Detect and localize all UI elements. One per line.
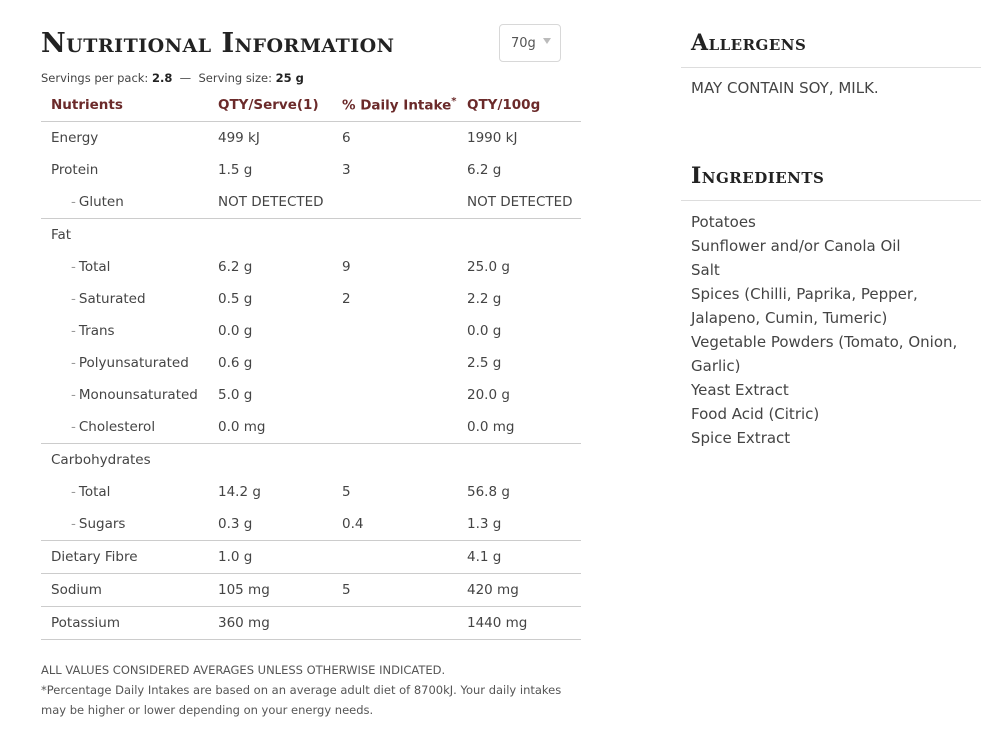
daily-intake: 9 <box>342 259 351 275</box>
serving-info <box>41 71 304 85</box>
qty-100g: 1990 kJ <box>467 129 518 146</box>
table-row <box>41 443 581 476</box>
daily-intake-asterisk: * <box>451 96 457 107</box>
nutrient-sub-name <box>41 508 208 540</box>
table-row <box>41 154 581 186</box>
servings-per-pack-value: 2.8 <box>151 71 173 85</box>
qty-serve: 5.0 g <box>218 387 253 403</box>
list-item: Spice Extract <box>691 429 791 447</box>
nutrient-name: Total <box>78 484 111 500</box>
ingredients-title: Ingredients <box>691 163 825 189</box>
table-row <box>41 476 581 508</box>
list-item: Salt <box>691 261 720 279</box>
daily-intake <box>332 443 457 476</box>
list-item: Sunflower and/or Canola Oil <box>691 237 901 255</box>
daily-intake <box>332 379 457 411</box>
col-header-qty-serve: QTY/Serve(1) <box>208 89 332 121</box>
table-row <box>41 283 581 315</box>
qty-100g: 1.3 g <box>457 508 581 540</box>
nutrition-table <box>41 89 581 640</box>
table-row <box>41 347 581 379</box>
list-item: Potatoes <box>691 213 756 231</box>
averages-note: ALL VALUES CONSIDERED AVERAGES UNLESS OTHERWISE INDICATED. <box>41 663 446 677</box>
ingredients-divider <box>681 200 981 201</box>
nutrient-name: Gluten <box>78 193 124 210</box>
table-row <box>41 379 581 411</box>
qty-serve: 0.5 g <box>218 291 253 307</box>
sub-dash: - <box>71 515 76 532</box>
nutrient-name: Total <box>78 259 111 275</box>
table-row <box>41 540 581 573</box>
list-item: Yeast Extract <box>691 381 789 399</box>
qty-serve: 105 mg <box>208 573 332 606</box>
daily-intake <box>332 186 457 218</box>
qty-100g: 2.5 g <box>467 355 502 371</box>
daily-intake <box>332 347 457 379</box>
allergens-text: MAY CONTAIN SOY, MILK. <box>691 79 879 97</box>
nutrient-name: Energy <box>51 129 99 146</box>
daily-intake <box>332 606 457 639</box>
table-row <box>41 218 581 251</box>
nutrient-sub-name <box>41 476 208 508</box>
daily-intake: 3 <box>342 162 351 178</box>
nutrient-name: Saturated <box>78 291 146 307</box>
serving-separator: — <box>179 71 192 85</box>
nutrition-title: Nutritional Information <box>41 28 395 59</box>
servings-per-pack-label: Servings per pack: <box>41 71 149 85</box>
nutrient-name: Dietary Fibre <box>41 540 208 573</box>
list-item: Food Acid (Citric) <box>691 405 820 423</box>
daily-intake: 0.4 <box>332 508 457 540</box>
sub-dash: - <box>71 418 76 435</box>
table-row <box>41 573 581 606</box>
qty-100g: 20.0 g <box>467 387 510 403</box>
sub-dash: - <box>71 193 76 210</box>
qty-serve <box>208 218 332 251</box>
qty-100g: 0.0 g <box>467 323 502 339</box>
qty-serve: NOT DETECTED <box>208 186 332 218</box>
qty-100g: 1440 mg <box>457 606 581 639</box>
daily-intake <box>332 315 457 347</box>
daily-intake: 6 <box>342 129 351 146</box>
sub-dash: - <box>71 291 76 307</box>
chevron-down-icon <box>543 38 551 44</box>
nutrient-name: Protein <box>51 162 99 178</box>
nutrient-sub-name <box>41 315 208 347</box>
allergens-divider <box>681 67 981 68</box>
qty-serve: 1.5 g <box>218 162 253 178</box>
serving-size-value: 25 g <box>275 71 304 85</box>
daily-intake: 2 <box>342 291 351 307</box>
nutrient-sub-name <box>41 283 208 315</box>
qty-100g: 25.0 g <box>467 259 510 275</box>
nutrient-name: Monounsaturated <box>78 387 198 403</box>
nutrient-name: Sugars <box>78 515 126 532</box>
nutrient-sub-name <box>41 411 208 443</box>
nutrient-sub-name <box>41 379 208 411</box>
table-row <box>41 315 581 347</box>
ingredients-list <box>691 210 981 450</box>
table-row <box>41 186 581 218</box>
nutrient-name: Potassium <box>41 606 208 639</box>
daily-intake-note: *Percentage Daily Intakes are based on an average adult diet of 8700kJ. Your daily intakes may be higher or lower depending on your energy needs. <box>41 683 562 717</box>
nutrient-name: Trans <box>78 323 115 339</box>
qty-serve: 0.0 mg <box>208 411 332 443</box>
serving-size-select[interactable] <box>499 24 561 62</box>
table-row <box>41 508 581 540</box>
qty-100g: 2.2 g <box>467 291 502 307</box>
list-item: Vegetable Powders (Tomato, Onion, Garlic) <box>691 333 958 375</box>
qty-serve <box>208 443 332 476</box>
qty-100g <box>457 443 581 476</box>
nutrient-name: Fat <box>51 226 72 243</box>
sub-dash: - <box>71 387 76 403</box>
qty-100g: 6.2 g <box>467 162 502 178</box>
qty-serve: 6.2 g <box>218 259 253 275</box>
nutrition-title-row <box>41 24 581 68</box>
nutrition-footnotes <box>41 660 581 720</box>
list-item: Spices (Chilli, Paprika, Pepper, Jalapeno, Cumin, Tumeric) <box>691 285 918 327</box>
col-header-daily-intake <box>332 89 457 121</box>
qty-100g: 420 mg <box>457 573 581 606</box>
daily-intake: 5 <box>332 573 457 606</box>
table-row <box>41 121 581 154</box>
serving-size-label: Serving size: <box>198 71 272 85</box>
qty-serve: 360 mg <box>208 606 332 639</box>
table-header-row <box>41 89 581 121</box>
qty-serve: 499 kJ <box>218 129 260 146</box>
qty-serve: 1.0 g <box>208 540 332 573</box>
qty-100g: 0.0 mg <box>457 411 581 443</box>
qty-100g: 4.1 g <box>457 540 581 573</box>
nutrient-sub-name <box>41 251 208 283</box>
sub-dash: - <box>71 323 76 339</box>
nutrient-sub-name <box>41 186 208 218</box>
sub-dash: - <box>71 355 76 371</box>
nutrient-name: Polyunsaturated <box>78 355 189 371</box>
col-header-qty-100g: QTY/100g <box>457 89 581 121</box>
qty-100g <box>457 218 581 251</box>
allergens-title: Allergens <box>691 30 807 56</box>
sub-dash: - <box>71 484 76 500</box>
nutrition-header <box>41 24 581 68</box>
qty-100g: NOT DETECTED <box>457 186 581 218</box>
col-header-nutrients: Nutrients <box>41 89 208 121</box>
nutrient-name: Carbohydrates <box>51 451 151 468</box>
serving-size-select-value: 70g <box>511 36 536 51</box>
daily-intake: 5 <box>342 484 351 500</box>
nutrient-sub-name <box>41 347 208 379</box>
table-row <box>41 606 581 639</box>
daily-intake <box>332 411 457 443</box>
qty-serve: 0.6 g <box>218 355 253 371</box>
qty-serve: 0.3 g <box>208 508 332 540</box>
qty-serve: 0.0 g <box>218 323 253 339</box>
daily-intake <box>332 218 457 251</box>
sub-dash: - <box>71 259 76 275</box>
table-row <box>41 411 581 443</box>
nutrient-name: Sodium <box>41 573 208 606</box>
nutrient-name: Cholesterol <box>78 418 156 435</box>
col-header-daily-intake-label: % Daily Intake <box>342 97 452 114</box>
table-row <box>41 251 581 283</box>
qty-serve: 14.2 g <box>218 484 261 500</box>
daily-intake <box>332 540 457 573</box>
qty-100g: 56.8 g <box>467 484 510 500</box>
